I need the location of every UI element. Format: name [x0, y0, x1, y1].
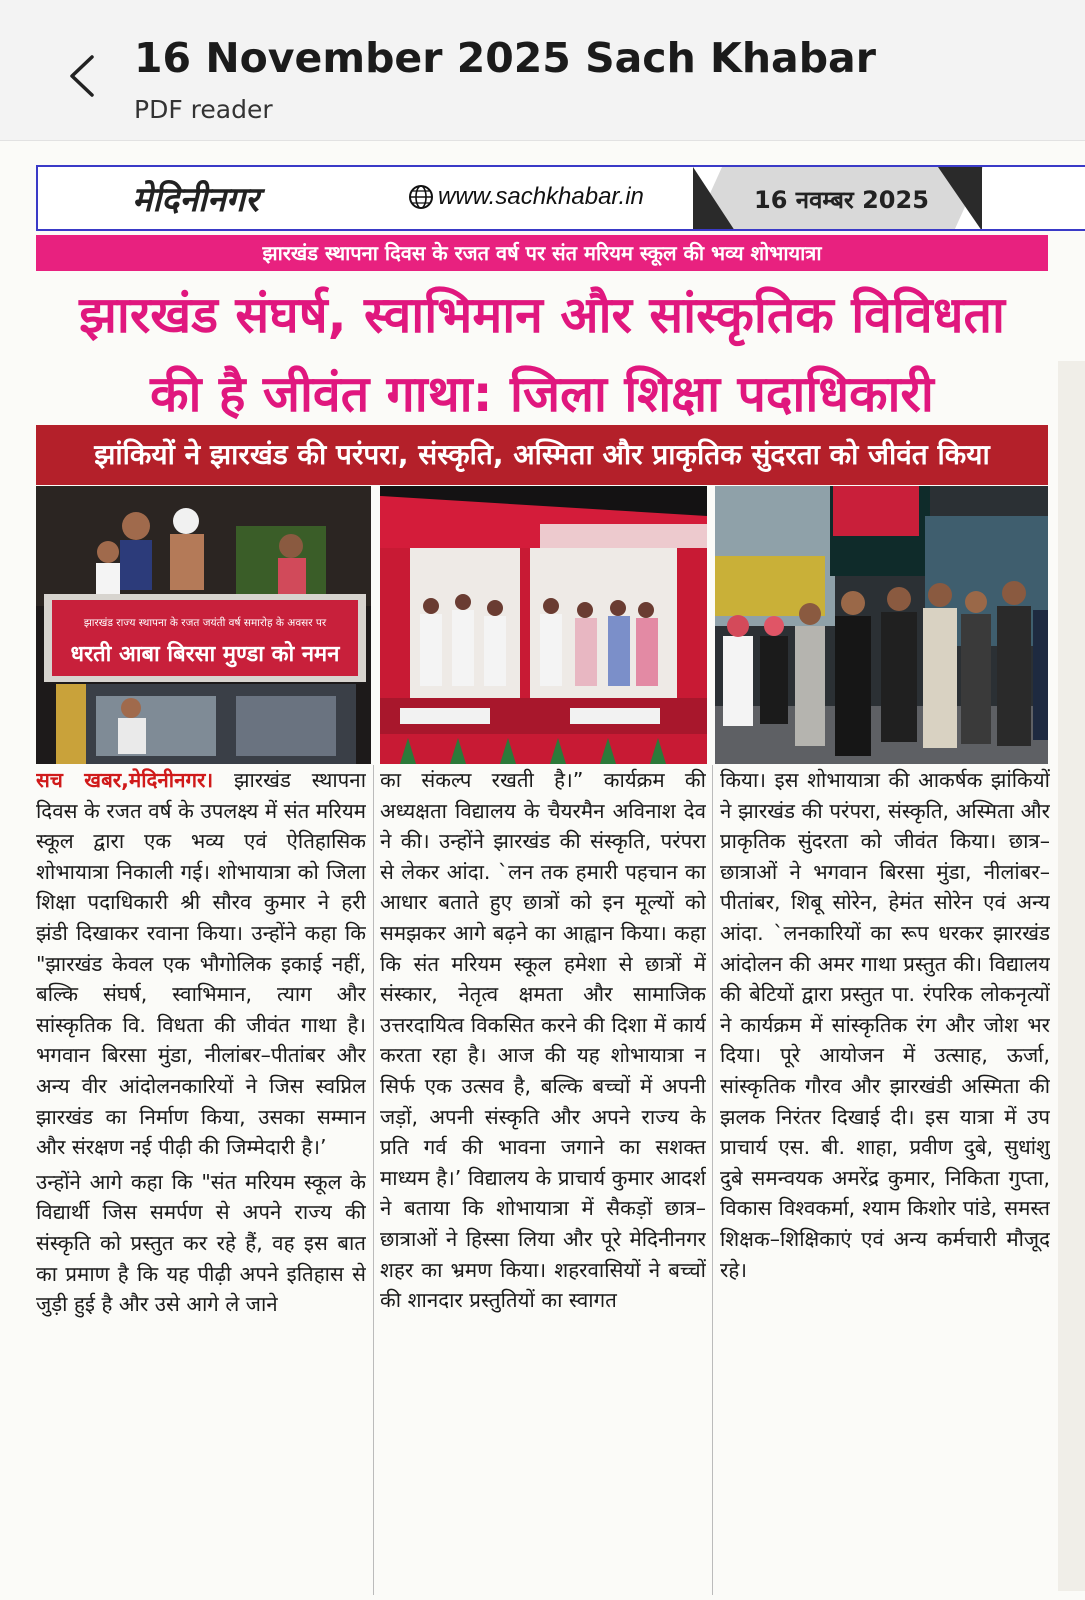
column-1-paragraph-2: उन्होंने आगे कहा कि "संत मरियम स्कूल के विद्यार्थी जिस समर्पण से अपने राज्य की संस्कृति को प्रस्तुत कर रहे हैं, वह इस बात का प्रमाण है कि यह पीढ़ी अपने इतिहास से जुड़ी हुई है और उसे आगे ले जाने	[36, 1169, 366, 1317]
globe-icon	[408, 184, 434, 210]
article-subheadline: झांकियों ने झारखंड की परंपरा, संस्कृति, अस्मिता और प्राकृतिक सुंदरता को जीवंत किया	[36, 425, 1048, 485]
headline-line-2: की है जीवंत गाथा: जिला शिक्षा पदाधिकारी	[150, 365, 934, 423]
article-column-1	[36, 765, 366, 1595]
masthead-city: मेदिनीनगर	[132, 180, 259, 220]
article-kicker: झारखंड स्थापना दिवस के रजत वर्ष पर संत मरियम स्कूल की भव्य शोभायात्रा	[36, 235, 1048, 271]
app-subtitle: PDF reader	[134, 95, 273, 124]
pdf-page[interactable]	[0, 141, 1085, 1600]
article-column-2	[380, 765, 706, 1595]
column-1-text-1: झारखंड स्थापना दिवस के रजत वर्ष के उपलक्ष्य में संत मरियम स्कूल द्वारा एक भव्य एवं ऐतिहासिक शोभायात्रा निकाली गई। शोभायात्रा को जिला शिक्षा पदाधिकारी श्री सौरव कुमार ने हरी झंडी दिखाकर रवाना किया। उन्होंने कहा कि "झारखंड केवल एक भौगोलिक इकाई नहीं, बल्कि संघर्ष, स्वाभिमान, त्याग और सांस्कृतिक वि. विधता की जीवंत गाथा है। भगवान बिरसा मुंडा, नीलांबर–पीतांबर और अन्य वीर आंदोलनकारियों ने जिस स्वप्निल झारखंड का निर्माण किया, उसका सम्मान और संरक्षण नई पीढ़ी की जिम्मेदारी है।’	[36, 768, 366, 1160]
column-divider	[712, 765, 713, 1595]
column-3-text: किया। इस शोभायात्रा की आकर्षक झांकियों ने झारखंड की परंपरा, संस्कृति, अस्मिता और प्राकृतिक सुंदरता को जीवंत किया। छात्र–छात्राओं ने भगवान बिरसा मुंडा, नीलांबर–पीतांबर, शिबू सोरेन, हेमंत सोरेन एवं अन्य आंदा. `लनकारियों का रूप धरकर झारखंड आंदोलन की अमर गाथा प्रस्तुत की। विद्यालय की बेटियों द्वारा प्रस्तुत पा. रंपरिक लोकनृत्यों ने कार्यक्रम में सांस्कृतिक रंग और जोश भर दिया। पूरे आयोजन में उत्साह, ऊर्जा, सांस्कृतिक गौरव और झारखंडी अस्मिता की झलक निरंतर दिखाई दी। इस यात्रा में उप प्राचार्य एस. बी. शाहा, प्रवीण दुबे, सुधांशु दुबे समन्वयक अमरेंद्र कुमार, निकिता गुप्ता, विकास विश्वकर्मा, श्याम किशोर पांडे, समस्त शिक्षक–शिक्षिकाएं एवं अन्य कर्मचारी मौजूद रहे।	[720, 768, 1050, 1282]
date-panel-left-accent	[693, 167, 735, 231]
app-bar	[0, 0, 1085, 141]
column-1-paragraph-1	[36, 765, 366, 1163]
masthead	[36, 165, 1085, 231]
back-button[interactable]	[52, 46, 112, 106]
chevron-left-icon	[62, 51, 102, 101]
column-2-text: का संकल्प रखती है।” कार्यक्रम की अध्यक्षता विद्यालय के चैयरमैन अविनाश देव ने की। उन्होंने झारखंड की संस्कृति, परंपरा से लेकर आंदा. `लन तक हमारी पहचान का आधार बताते हुए छात्रों को इन मूल्यों को समझकर आगे बढ़ने का आह्वान किया। कहा कि संत मरियम स्कूल हमेशा से छात्रों में संस्कार, नेतृत्व क्षमता और सामाजिक उत्तरदायित्व विकसित करने की दिशा में कार्य करता रहा है। आज की यह शोभायात्रा न सिर्फ एक उत्सव है, बल्कि बच्चों में अपनी जड़ों, अपनी संस्कृति और अपने राज्य के प्रति गर्व की भावना जगाने का सशक्त माध्यम है।’ विद्यालय के प्राचार्य कुमार आदर्श ने बताया कि शोभायात्रा में सैकड़ों छात्र–छात्राओं ने हिस्सा लिया और पूरे मेदिनीनगर शहर का भ्रमण किया। शहरवासियों ने बच्चों की शानदार प्रस्तुतियों का स्वागत	[380, 768, 706, 1313]
article-column-3	[720, 765, 1050, 1595]
masthead-website	[408, 183, 644, 211]
photo-stage-performance	[380, 486, 707, 764]
masthead-date: 16 नवम्बर 2025	[754, 186, 929, 214]
photo1-banner-line-2: धरती आबा बिरसा मुण्डा को नमन	[70, 642, 340, 667]
photo-tableau-float	[36, 486, 371, 764]
headline-line-1: झारखंड संघर्ष, स्वाभिमान और सांस्कृतिक विविधता	[79, 286, 1005, 344]
column-divider	[373, 765, 374, 1595]
photo1-banner-line-1: झारखंड राज्य स्थापना के रजत जयंती वर्ष समारोह के अवसर पर	[83, 617, 327, 629]
article-headline	[36, 276, 1048, 434]
date-panel-right-accent	[938, 167, 982, 231]
photo-officials-group	[715, 486, 1048, 764]
document-title: 16 November 2025 Sach Khabar	[134, 34, 876, 82]
next-page-edge	[1058, 361, 1085, 1591]
article-dateline: सच खबर,मेदिनीनगर।	[36, 768, 214, 792]
website-text: www.sachkhabar.in	[438, 183, 644, 210]
